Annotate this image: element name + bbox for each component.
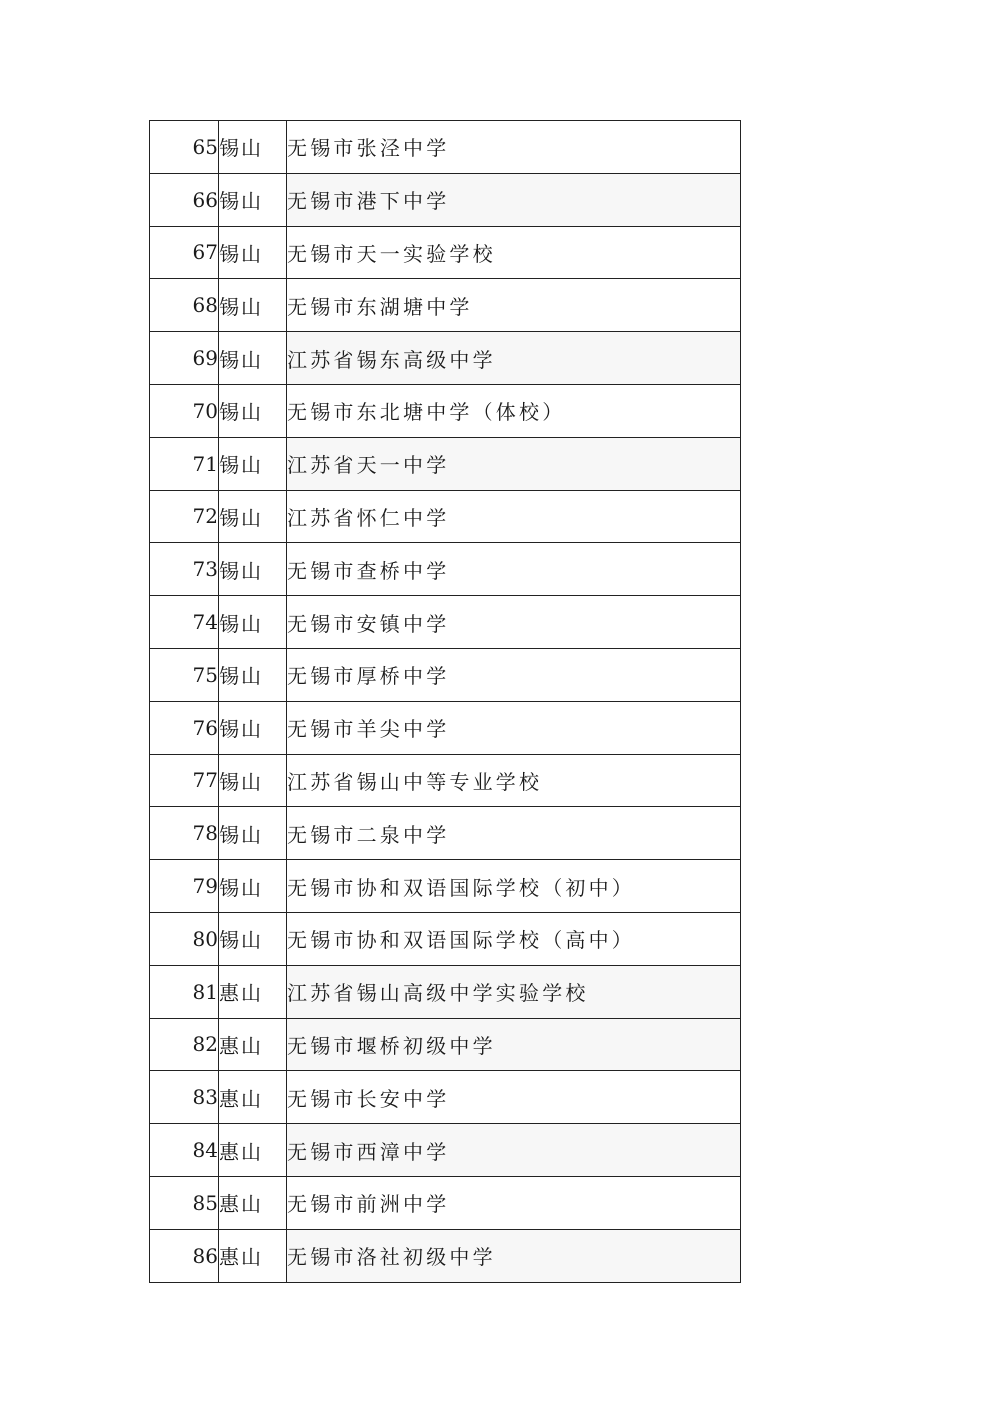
row-district: 锡山 <box>219 596 287 649</box>
row-school-name: 无锡市张泾中学 <box>287 121 741 174</box>
row-district: 锡山 <box>219 121 287 174</box>
row-school-name: 无锡市协和双语国际学校（初中） <box>287 860 741 913</box>
row-district: 惠山 <box>219 1176 287 1229</box>
row-number: 83 <box>150 1071 219 1124</box>
row-district: 惠山 <box>219 965 287 1018</box>
row-school-name: 无锡市厚桥中学 <box>287 648 741 701</box>
row-district: 惠山 <box>219 1229 287 1282</box>
table-row <box>150 173 741 226</box>
table-row <box>150 1018 741 1071</box>
row-number: 86 <box>150 1229 219 1282</box>
table-row <box>150 279 741 332</box>
row-school-name: 无锡市前洲中学 <box>287 1176 741 1229</box>
table-row <box>150 754 741 807</box>
table-row <box>150 226 741 279</box>
row-district: 惠山 <box>219 1071 287 1124</box>
row-school-name: 无锡市天一实验学校 <box>287 226 741 279</box>
row-number: 85 <box>150 1176 219 1229</box>
row-school-name: 无锡市羊尖中学 <box>287 701 741 754</box>
row-number: 71 <box>150 437 219 490</box>
table-row <box>150 596 741 649</box>
row-school-name: 江苏省锡山高级中学实验学校 <box>287 965 741 1018</box>
row-district: 锡山 <box>219 807 287 860</box>
row-district: 锡山 <box>219 173 287 226</box>
row-district: 锡山 <box>219 226 287 279</box>
table-row <box>150 1176 741 1229</box>
row-school-name: 无锡市二泉中学 <box>287 807 741 860</box>
table-row <box>150 648 741 701</box>
row-district: 锡山 <box>219 332 287 385</box>
row-district: 锡山 <box>219 279 287 332</box>
row-school-name: 无锡市查桥中学 <box>287 543 741 596</box>
row-school-name: 无锡市西漳中学 <box>287 1124 741 1177</box>
table-row <box>150 384 741 437</box>
row-district: 惠山 <box>219 1018 287 1071</box>
row-school-name: 无锡市东北塘中学（体校） <box>287 384 741 437</box>
row-district: 锡山 <box>219 384 287 437</box>
row-district: 惠山 <box>219 1124 287 1177</box>
row-school-name: 无锡市安镇中学 <box>287 596 741 649</box>
table-row <box>150 121 741 174</box>
row-number: 76 <box>150 701 219 754</box>
row-school-name: 江苏省怀仁中学 <box>287 490 741 543</box>
row-number: 81 <box>150 965 219 1018</box>
table-row <box>150 490 741 543</box>
row-school-name: 江苏省天一中学 <box>287 437 741 490</box>
row-school-name: 江苏省锡山中等专业学校 <box>287 754 741 807</box>
row-number: 73 <box>150 543 219 596</box>
row-number: 79 <box>150 860 219 913</box>
row-district: 锡山 <box>219 437 287 490</box>
row-number: 77 <box>150 754 219 807</box>
row-district: 锡山 <box>219 860 287 913</box>
row-district: 锡山 <box>219 648 287 701</box>
table-row <box>150 807 741 860</box>
row-number: 66 <box>150 173 219 226</box>
table-row <box>150 437 741 490</box>
row-number: 74 <box>150 596 219 649</box>
table-row <box>150 1229 741 1282</box>
row-district: 锡山 <box>219 543 287 596</box>
row-school-name: 无锡市长安中学 <box>287 1071 741 1124</box>
row-number: 72 <box>150 490 219 543</box>
row-number: 67 <box>150 226 219 279</box>
row-number: 75 <box>150 648 219 701</box>
school-list-body <box>150 121 741 1283</box>
table-row <box>150 1071 741 1124</box>
row-number: 82 <box>150 1018 219 1071</box>
row-number: 84 <box>150 1124 219 1177</box>
row-district: 锡山 <box>219 701 287 754</box>
row-number: 70 <box>150 384 219 437</box>
school-list-table <box>149 120 741 1283</box>
row-district: 锡山 <box>219 490 287 543</box>
table-row <box>150 332 741 385</box>
table-row <box>150 701 741 754</box>
row-school-name: 无锡市东湖塘中学 <box>287 279 741 332</box>
row-district: 锡山 <box>219 754 287 807</box>
row-school-name: 无锡市洛社初级中学 <box>287 1229 741 1282</box>
table-row <box>150 543 741 596</box>
row-school-name: 无锡市港下中学 <box>287 173 741 226</box>
row-district: 锡山 <box>219 912 287 965</box>
row-number: 78 <box>150 807 219 860</box>
row-number: 68 <box>150 279 219 332</box>
row-number: 65 <box>150 121 219 174</box>
table-row <box>150 860 741 913</box>
row-number: 80 <box>150 912 219 965</box>
row-school-name: 江苏省锡东高级中学 <box>287 332 741 385</box>
table-row <box>150 1124 741 1177</box>
table-row <box>150 912 741 965</box>
row-number: 69 <box>150 332 219 385</box>
table-row <box>150 965 741 1018</box>
row-school-name: 无锡市堰桥初级中学 <box>287 1018 741 1071</box>
row-school-name: 无锡市协和双语国际学校（高中） <box>287 912 741 965</box>
